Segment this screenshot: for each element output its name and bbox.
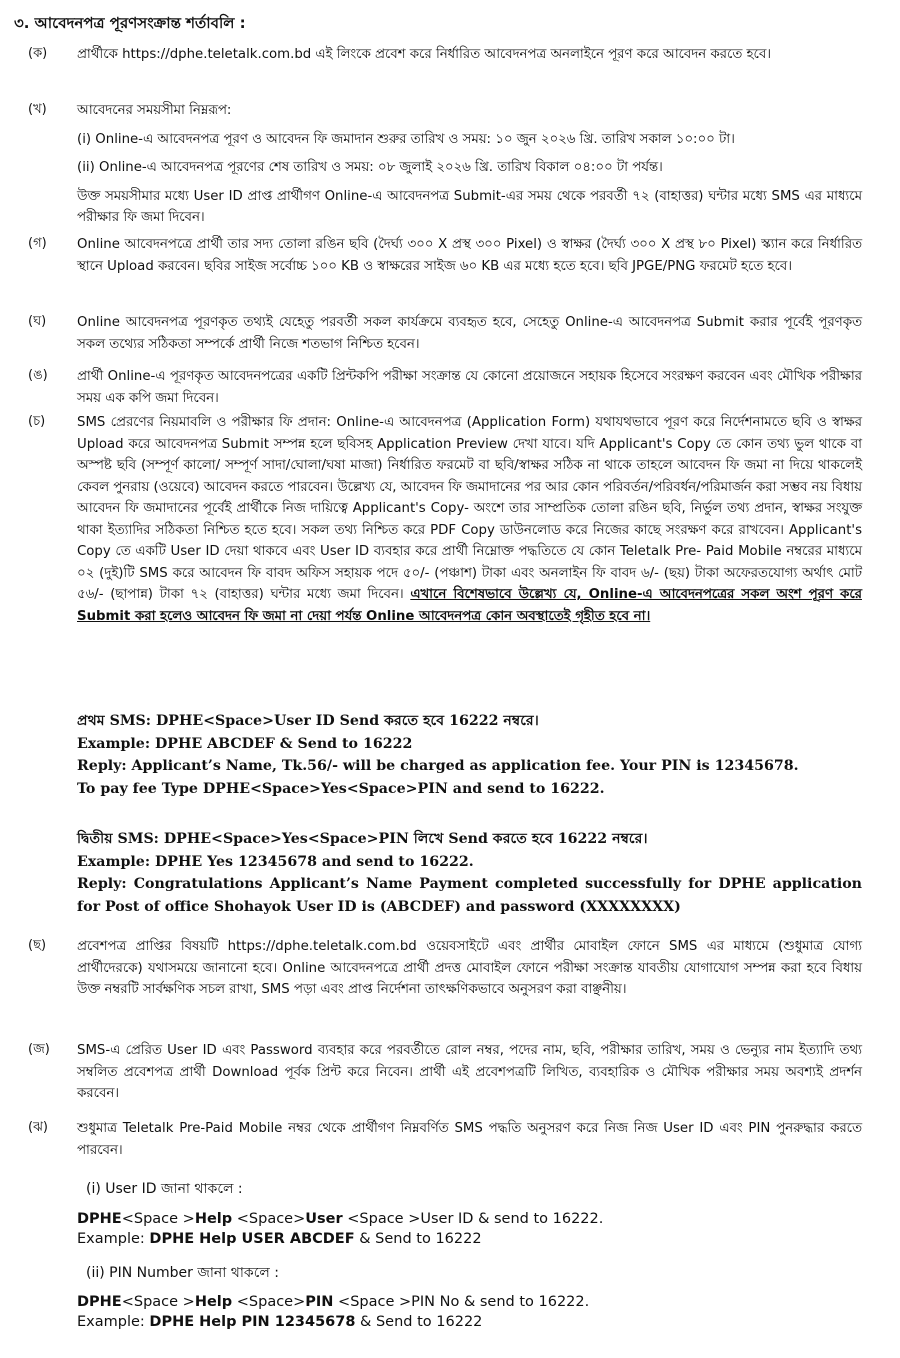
user-id-recovery-block: [77, 1209, 862, 1249]
clause-number: (চ): [28, 414, 46, 429]
clause-number: (ঙ): [28, 368, 48, 383]
pin-recovery-example: Example: DPHE Help PIN 12345678 & Send to 16222: [77, 1314, 483, 1330]
pin-recovery-command: DPHE<Space >Help <Space>PIN <Space >PIN No & send to 16222.: [77, 1294, 590, 1310]
second-sms-example: Example: DPHE Yes 12345678 and send to 16222.: [77, 853, 474, 870]
clause-number: (ঝ): [28, 1120, 48, 1135]
schedule-start: (i) Online-এ আবেদনপত্র পূরণ ও আবেদন ফি জমাদান শুরুর তারিখ ও সময়: ১০ জুন ২০২৬ খ্রি. তারিখ সকাল ১০:০০ টা।: [77, 131, 735, 147]
first-sms-pay-instruction: To pay fee Type DPHE<Space>Yes<Space>PIN and send to 16222.: [77, 780, 605, 797]
clause-number: (খ): [28, 102, 47, 117]
clause-number: (ক): [28, 46, 48, 61]
second-sms-block: [77, 828, 862, 918]
first-sms-reply: Reply: Applicant’s Name, Tk.56/- will be charged as application fee. Your PIN is 12345678.: [77, 758, 799, 774]
section-heading: ৩. আবেদনপত্র পূরণসংক্রান্ত শর্তাবলি :: [14, 14, 246, 32]
clause-number: (জ): [28, 1042, 50, 1057]
clause-number: (ছ): [28, 938, 47, 953]
clause-emphasis: এখানে বিশেষভাবে উল্লেখ্য যে, Online-এ আবেদনপত্রের সকল অংশ পূরণ করে Submit করা হলেও আবেদন ফি জমা না দেয়া পর্যন্ত Online আবেদনপত্র কোন অবস্থাতেই গৃহীত হবে না।: [77, 587, 862, 624]
second-sms-reply: Reply: Congratulations Applicant’s Name Payment completed successfully for DPHE application for Post of office Shohayok User ID is (ABCDEF) and password (XXXXXXXX): [77, 876, 862, 915]
pin-recovery-label: (ii) PIN Number জানা থাকলে :: [86, 1265, 279, 1281]
user-id-recovery-command: DPHE<Space >Help <Space>User <Space >User ID & send to 16222.: [77, 1211, 604, 1227]
schedule-note: উক্ত সময়সীমার মধ্যে User ID প্রাপ্ত প্রার্থীগণ Online-এ আবেদনপত্র Submit-এর সময় থেকে পরবর্তী ৭২ (বাহাত্তর) ঘন্টার মধ্যে SMS এর মাধ্যমে পরীক্ষার ফি জমা দিবেন।: [77, 188, 862, 225]
clause-number: (ঘ): [28, 314, 47, 329]
clause-text: শুধুমাত্র Teletalk Pre-Paid Mobile নম্বর থেকে প্রার্থীগণ নিম্নবর্ণিত SMS পদ্ধতি অনুসরণ করে নিজ নিজ User ID এবং PIN পুনরুদ্ধার করতে পারবেন।: [77, 1121, 862, 1158]
second-sms-instruction: দ্বিতীয় SMS: DPHE<Space>Yes<Space>PIN লিখে Send করতে হবে 16222 নম্বরে।: [77, 831, 648, 847]
clause-text: SMS-এ প্রেরিত User ID এবং Password ব্যবহার করে পরবর্তীতে রোল নম্বর, পদের নাম, ছবি, পরীক্ষার তারিখ, সময় ও ভেন্যুর নাম ইত্যাদি তথ্য সম্বলিত প্রবেশপত্র প্রার্থী Download পূর্বক প্রিন্ট করে নিবেন। প্রার্থী এই প্রবেশপত্রটি লিখিত, ব্যবহারিক ও মৌখিক পরীক্ষার সময় অবশ্যই প্রদর্শন করবেন।: [77, 1043, 862, 1101]
clause-text: প্রার্থীকে https://dphe.teletalk.com.bd এই লিংকে প্রবেশ করে নির্ধারিত আবেদনপত্র অনলাইনে পূরণ করে আবেদন করতে হবে।: [77, 47, 771, 62]
clause-text: SMS প্রেরণের নিয়মাবলি ও পরীক্ষার ফি প্রদান: Online-এ আবেদনপত্র (Application Form) যথাযথভাবে পূরণ করে নির্দেশনামতে ছবি ও স্বাক্ষর Upload করে আবেদনপত্র Submit সম্পন্ন হলে ছবিসহ Application Preview দেখা যাবে। যদি Applicant's Copy তে কোন তথ্য ভুল থাকে বা অস্পষ্ট ছবি (সম্পূর্ণ কালো/ সম্পূর্ণ সাদা/ঘোলা/ঘষা মাজা) নির্ধারিত ফরমেট বা ছবি/স্বাক্ষর সঠিক না থাকে তাহলে আবেদন ফি জমা না দিয়ে থাকলেই কেবল পুনরায় (ওয়েবে) আবেদন করতে পারবেন। উল্লেখ্য যে, আবেদন ফি জমাদানের পর আর কোন পরিবর্তন/পরিবর্ধন/পরিমার্জন করা সম্ভব নয় বিধায় আবেদন ফি জমাদানের পূর্বেই প্রার্থীকে নিজ দায়িত্বে Applicant's Copy- অংশে তার সাম্প্রতিক তোলা রঙিন ছবি, নির্ভুল তথ্য প্রদান, স্বাক্ষর সংযুক্ত থাকা ইত্যাদির সঠিকতা নিশ্চিত হতে হবে। সকল তথ্য নিশ্চিত করে PDF Copy ডাউনলোড করে নিজের কাছে সংরক্ষণ করে রাখবেন। Applicant's Copy তে একটি User ID দেয়া থাকবে এবং User ID ব্যবহার করে প্রার্থী নিম্নোক্ত পদ্ধতিতে যে কোন Teletalk Pre- Paid Mobile নম্বরের মাধ্যমে ০২ (দুই)টি SMS করে আবেদন ফি বাবদ অফিস সহায়ক পদে ৫০/- (পঞ্চাশ) টাকা এবং অনলাইন ফি বাবদ ৬/- (ছয়) টাকা অফেরতযোগ্য অর্থাৎ মোট ৫৬/- (ছাপান্ন) টাকা ৭২ (বাহাত্তর) ঘন্টার মধ্যে জমা দিবেন।: [77, 415, 862, 602]
user-id-recovery-example: Example: DPHE Help USER ABCDEF & Send to 16222: [77, 1231, 482, 1247]
clause-text: Online আবেদনপত্র পূরণকৃত তথ্যই যেহেতু পরবর্তী সকল কার্যক্রমে ব্যবহৃত হবে, সেহেতু Online-এ আবেদনপত্র Submit করার পূর্বেই পূরণকৃত সকল তথ্যের সঠিকতা সম্পর্কে প্রার্থী নিজে শতভাগ নিশ্চিত হবেন।: [77, 315, 862, 352]
clause-number: (গ): [28, 236, 47, 251]
first-sms-example: Example: DPHE ABCDEF & Send to 16222: [77, 735, 413, 752]
clause-text: প্রবেশপত্র প্রাপ্তির বিষয়টি https://dphe.teletalk.com.bd ওয়েবসাইটে এবং প্রার্থীর মোবাইল ফোনে SMS এর মাধ্যমে (শুধুমাত্র যোগ্য প্রার্থীদেরকে) যথাসময়ে জানানো হবে। Online আবেদনপত্রে প্রার্থী প্রদত্ত মোবাইল ফোনে পরীক্ষা সংক্রান্ত যাবতীয় যোগাযোগ সম্পন্ন করা হবে বিধায় উক্ত নম্বরটি সার্বক্ষণিক সচল রাখা, SMS পড়া এবং প্রাপ্ত নির্দেশনা তাৎক্ষণিকভাবে অনুসরণ করা বাঞ্ছনীয়।: [77, 939, 862, 997]
clause-text: Online আবেদনপত্রে প্রার্থী তার সদ্য তোলা রঙিন ছবি (দৈর্ঘ্য ৩০০ X প্রস্থ ৩০০ Pixel) ও স্বাক্ষর (দৈর্ঘ্য ৩০০ X প্রস্থ ৮০ Pixel) স্ক্যান করে নির্ধারিত স্থানে Upload করবেন। ছবির সাইজ সর্বোচ্চ ১০০ KB ও স্বাক্ষরের সাইজ ৬০ KB এর মধ্যে হতে হবে। ছবি JPGE/PNG ফরমেট হতে হবে।: [77, 237, 862, 274]
first-sms-block: [77, 710, 862, 800]
user-id-recovery-label: (i) User ID জানা থাকলে :: [86, 1181, 243, 1197]
schedule-end: (ii) Online-এ আবেদনপত্র পূরণের শেষ তারিখ ও সময়: ০৮ জুলাই ২০২৬ খ্রি. তারিখ বিকাল ০৪:০০ টা পর্যন্ত।: [77, 160, 663, 175]
clause-text: আবেদনের সময়সীমা নিম্নরূপ:: [77, 103, 232, 118]
first-sms-instruction: প্রথম SMS: DPHE<Space>User ID Send করতে হবে 16222 নম্বরে।: [77, 713, 539, 729]
pin-recovery-block: [77, 1292, 862, 1332]
clause-text: প্রার্থী Online-এ পূরণকৃত আবেদনপত্রের একটি প্রিন্টকপি পরীক্ষা সংক্রান্ত যে কোনো প্রয়োজনে সহায়ক হিসেবে সংরক্ষণ করবেন এবং মৌখিক পরীক্ষার সময় এক কপি জমা দিবেন।: [77, 369, 862, 406]
